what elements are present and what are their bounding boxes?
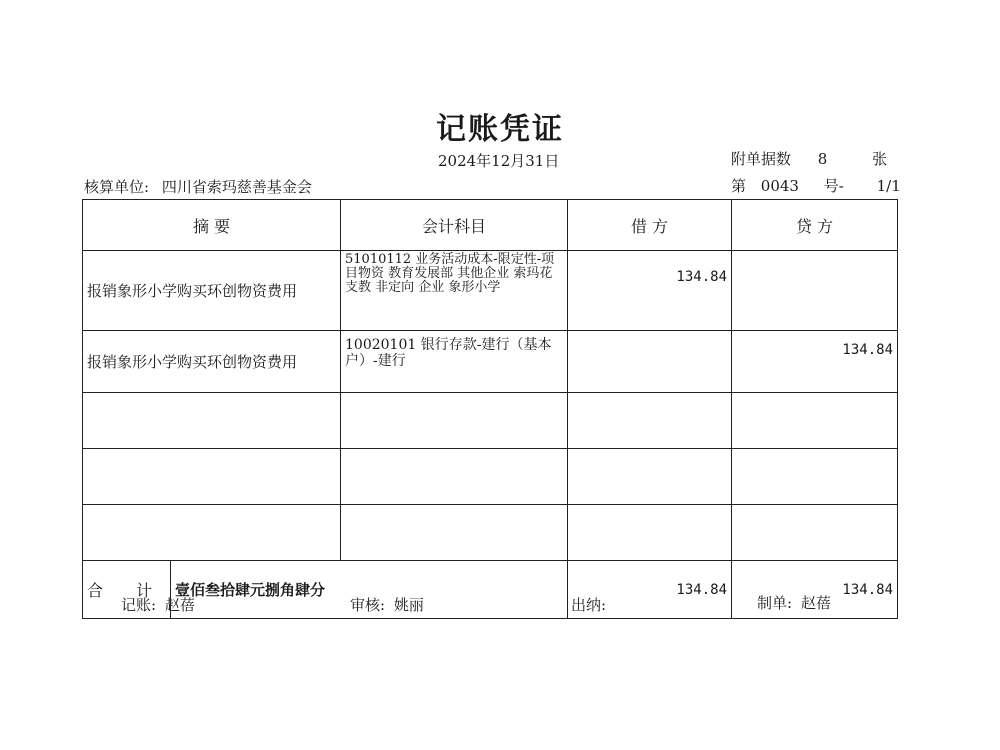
table-row <box>83 393 898 449</box>
table-row <box>83 251 898 331</box>
attachment-count <box>731 148 887 169</box>
table-row <box>83 331 898 393</box>
bookkeeper-name: 赵蓓 <box>164 596 195 614</box>
entry-subject: 51010112 业务活动成本-限定性-项目物资 教育发展部 其他企业 索玛花支教 非定向 企业 象形小学 <box>341 251 568 331</box>
reviewer-signature <box>350 594 424 615</box>
voucher-page: 1/1 <box>876 177 901 195</box>
reviewer-name: 姚丽 <box>393 596 424 614</box>
voucher-prefix: 第 <box>731 177 747 195</box>
total-debit: 134.84 <box>568 561 732 619</box>
entry-credit: 134.84 <box>732 331 898 393</box>
unit-label: 核算单位: <box>84 178 150 196</box>
header-debit: 借 方 <box>568 200 732 251</box>
entry-summary: 报销象形小学购买环创物资费用 <box>83 331 341 393</box>
header-subject: 会计科目 <box>341 200 568 251</box>
reviewer-label: 审核: <box>350 596 386 614</box>
total-credit: 134.84 <box>732 561 898 619</box>
voucher-table <box>82 199 898 619</box>
preparer-name: 赵蓓 <box>800 594 831 612</box>
voucher-title: 记账凭证 <box>436 112 564 147</box>
attachment-unit: 张 <box>872 150 888 168</box>
entry-subject: 10020101 银行存款-建行（基本户）-建行 <box>341 331 568 393</box>
cashier-signature <box>571 594 615 615</box>
entry-debit: 134.84 <box>568 251 732 331</box>
entry-summary: 报销象形小学购买环创物资费用 <box>83 251 341 331</box>
cashier-label: 出纳: <box>571 596 607 614</box>
bookkeeper-label: 记账: <box>121 596 157 614</box>
attachment-number: 8 <box>817 150 828 168</box>
table-row <box>83 505 898 561</box>
voucher-number <box>731 175 901 196</box>
accounting-unit <box>84 176 312 197</box>
attachment-label: 附单据数 <box>731 150 792 168</box>
table-row <box>83 449 898 505</box>
header-summary: 摘 要 <box>83 200 341 251</box>
unit-value: 四川省索玛慈善基金会 <box>161 178 312 196</box>
header-credit: 贷 方 <box>732 200 898 251</box>
voucher-no: 0043 <box>760 177 799 195</box>
entry-credit <box>732 251 898 331</box>
preparer-label: 制单: <box>757 594 793 612</box>
total-in-words: 壹佰叁拾肆元捌角肆分 <box>171 561 568 619</box>
total-label: 合 计 <box>83 561 171 619</box>
voucher-suffix: 号- <box>823 177 844 195</box>
preparer-signature <box>757 592 831 613</box>
entry-debit <box>568 331 732 393</box>
voucher-date: 2024年12月31日 <box>438 152 560 170</box>
bookkeeper-signature <box>121 594 195 615</box>
